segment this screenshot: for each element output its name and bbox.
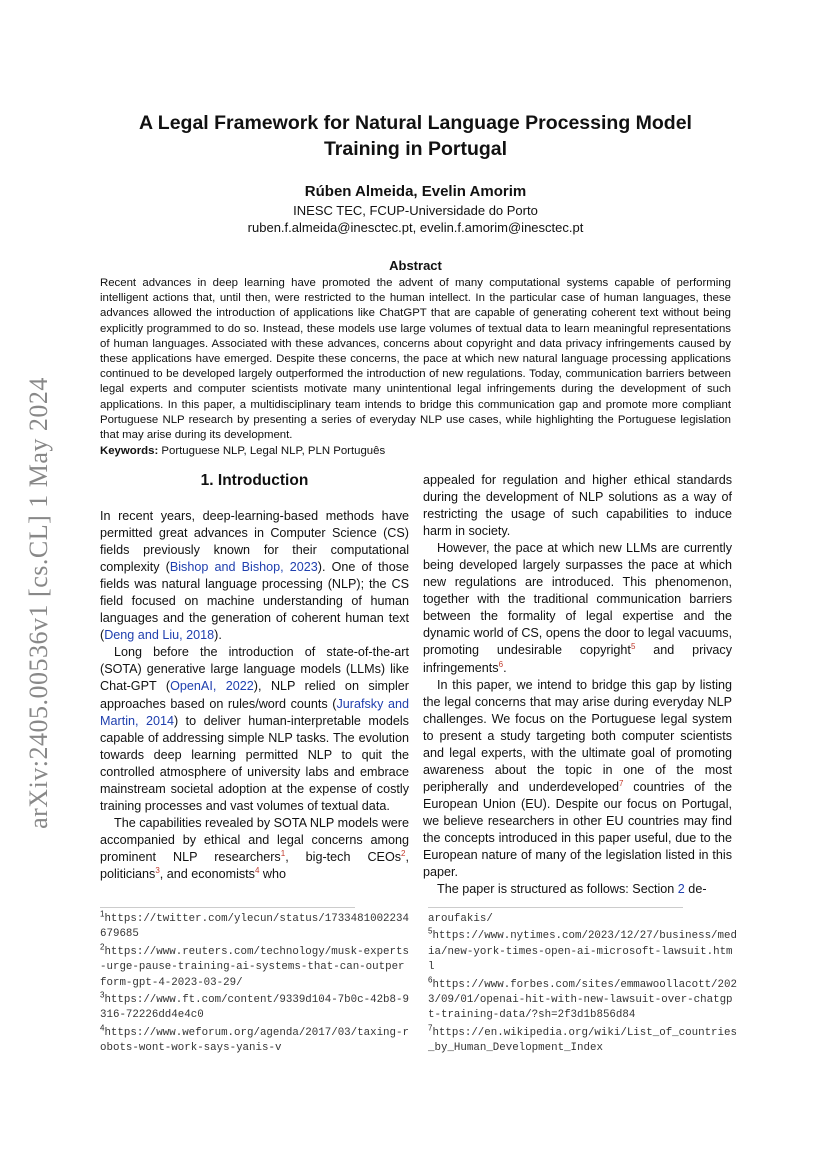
footnote (428, 975, 737, 1024)
citation-link[interactable]: Bishop and Bishop, 2023 (169, 560, 318, 575)
keywords-label: Keywords: (100, 445, 159, 457)
citation-link[interactable]: OpenAI, 2022 (170, 679, 254, 694)
footnote-marker[interactable]: 5 (630, 642, 636, 652)
footnote-url-link[interactable]: https://en.wikipedia.org/wiki/List_of_countries_by_Human_Development_Index (428, 1026, 737, 1055)
footnote-number: 7 (428, 1023, 433, 1033)
footnote-number: 5 (428, 926, 433, 936)
right-column (423, 472, 732, 898)
footnote (428, 926, 737, 975)
footnote-rule (428, 907, 683, 908)
footnote-url-link[interactable]: https://twitter.com/ylecun/status/1733481002234679685 (100, 913, 409, 941)
footnote-rule (100, 907, 355, 908)
paragraph: The capabilities revealed by SOTA NLP models were accompanied by ethical and legal concerns among prominent NLP researchers$^1$, big-tech CEOs$^2$, politicians$^3$, and economists$^4$ who (100, 815, 409, 881)
footnote-number: 6 (428, 975, 433, 985)
footnotes-left (100, 907, 409, 1059)
abstract-text: Recent advances in deep learning have promoted the advent of many computational systems capable of performing intelligent actions that, until then, were restricted to the human intellect. In the particular case of human languages, these advances allowed the introduction of applications like ChatGPT that are capable of generating coherent text without being explicitly programmed to do so. Instead, these models use large volumes of textual data to learn meaningful representations of human languages. Associated with these advances, concerns about copyright and data privacy infringements caused by these applications have emerged. Despite these concerns, the pace at which new natural language processing applications continued to be developed largely outperformed the introduction of new regulations. Today, communication barriers between legal experts and computer scientists motivate many unintentional legal infringements during the development of such applications. In this paper, a multidisciplinary team intends to bridge this communication gap and promote more compliant Portuguese NLP research by presenting a series of everyday NLP use cases, while highlighting the Portuguese legislation that may arise during its development. (100, 277, 731, 442)
footnote-url-link[interactable]: https://www.nytimes.com/2023/12/27/business/media/new-york-times-open-ai-microsoft-lawsuit.html (428, 930, 737, 974)
section-ref-link[interactable]: 2 (677, 882, 685, 897)
paper-emails: ruben.f.almeida@inesctec.pt, evelin.f.amorim@inesctec.pt (247, 220, 584, 235)
keywords-list: Portuguese NLP, Legal NLP, PLN Português (158, 445, 386, 457)
footnote-url-link[interactable]: aroufakis/ (428, 913, 493, 925)
arxiv-id: arXiv:2405.00536v1 [cs.CL] 1 May 2024 (24, 376, 53, 829)
footnote-marker[interactable]: 3 (155, 865, 160, 875)
footnote-marker[interactable]: 6 (498, 659, 504, 669)
citation-link[interactable]: Deng and Liu, 2018 (104, 628, 215, 643)
abstract-heading: Abstract (389, 258, 442, 273)
footnote-marker[interactable]: 1 (280, 848, 286, 858)
arxiv-sidebar-stamp (18, 365, 60, 840)
footnote (428, 1023, 737, 1057)
footnote-number: 1 (100, 909, 105, 919)
footnotes-right (428, 907, 737, 1059)
paragraph: However, the pace at which new LLMs are currently being developed largely surpasses the pace at which new regulations are introduced. This phenomenon, together with the traditional communication barriers between the formality of legal expertise and the dynamic world of CS, opens the door to legal vacuums, promoting undesirable copyright$^5$ and privacy infringements$^6$. (423, 541, 733, 675)
footnote-marker[interactable]: 2 (401, 848, 406, 858)
footnote-number: 4 (100, 1023, 105, 1033)
left-column (100, 508, 409, 883)
paragraph: In recent years, deep-learning-based methods have permitted great advances in Computer Science (CS) fields previously known for their computational complexity (Bishop and Bishop, 2023). One of those fields was natural language processing (NLP); the CS field focused on machine understanding of human languages and the generation of coherent human text (Deng and Liu, 2018). (100, 509, 409, 643)
paper-affiliation: INESC TEC, FCUP-Universidade do Porto (293, 203, 538, 218)
footnote-url-link[interactable]: https://www.weforum.org/agenda/2017/03/taxing-robots-wont-work-says-yanis-v (100, 1026, 409, 1055)
footnote-number: 2 (100, 942, 105, 952)
footnote (100, 942, 409, 991)
footnote-marker[interactable]: 7 (619, 778, 624, 788)
footnote (100, 990, 409, 1024)
citation-link[interactable]: Jurafsky and Martin, 2014 (100, 696, 409, 728)
paragraph: Long before the introduction of state-of-the-art (SOTA) generative large language models (LLMs) like Chat-GPT (OpenAI, 2022), NLP relied on simpler approaches based on rules/word counts (Jurafsky and Martin, 2014) to deliver human-interpretable models capable of addressing simple NLP tasks. The evolution towards deep learning permitted NLP to quit the controlled atmosphere of university labs and embrace mainstream societal adoption at the expense of costly training processes and vast volumes of textual data. (100, 645, 409, 813)
paragraph: The paper is structured as follows: Section 2 de- (437, 882, 707, 897)
footnote (100, 1023, 409, 1057)
footnote-number: 3 (100, 990, 105, 1000)
keywords (100, 445, 731, 457)
footnote-marker[interactable]: 4 (254, 865, 260, 875)
section-heading-introduction: 1. Introduction (200, 472, 309, 489)
footnote-url-link[interactable]: https://www.ft.com/content/9339d104-7b0c-42b8-9316-72226dd4e4c0 (100, 994, 409, 1022)
paragraph: In this paper, we intend to bridge this gap by listing the legal concerns that may arise during everyday NLP challenges. We focus on the Portuguese legal system to present a study targeting both computer scientists and legal experts, with the ultimate goal of promoting awareness about the topic in one of the most peripherally and underdeveloped$^7$ countries of the European Union (EU). Despite our focus on Portugal, we believe researchers in other EU countries may find the concepts introduced in this paper useful, due to the European nature of many of the legislation listed in this paper. (423, 677, 732, 880)
paragraph: appealed for regulation and higher ethical standards during the development of NLP solutions as a way of restricting the usage of such capabilities to induce harm in society. (423, 473, 732, 539)
footnote (100, 909, 409, 943)
footnote-url-link[interactable]: https://www.reuters.com/technology/musk-experts-urge-pause-training-ai-systems-that-can-outperform-gpt-4-2023-03-29/ (100, 945, 409, 989)
footnote (428, 912, 737, 927)
footnote-url-link[interactable]: https://www.forbes.com/sites/emmawoollacott/2023/09/01/openai-hit-with-new-lawsuit-over-chatgpt-training-data/?sh=2f3d1b856d84 (428, 978, 737, 1022)
paper-title: A Legal Framework for Natural Language Processing Model Training in Portugal (139, 112, 692, 160)
paper-authors: Rúben Almeida, Evelin Amorim (304, 183, 527, 200)
